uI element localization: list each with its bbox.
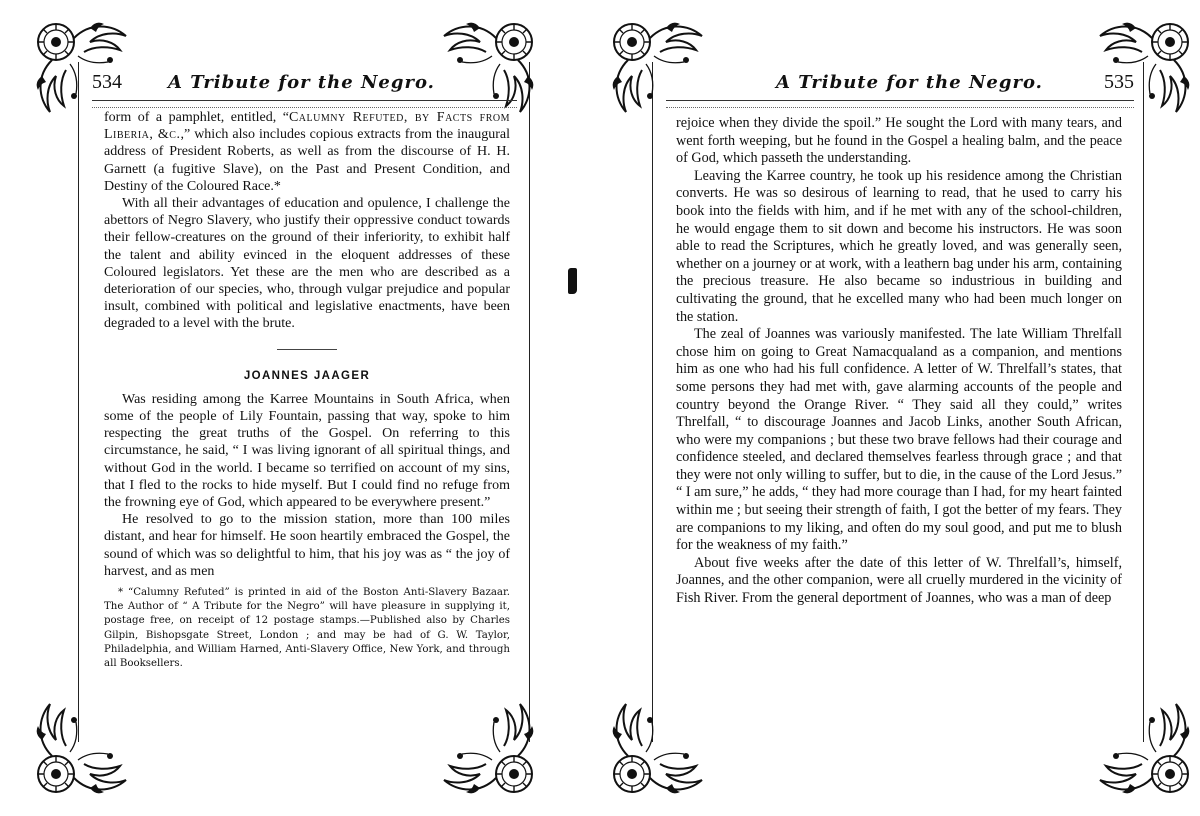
running-title: A Tribute for the Negro. [776,71,1043,93]
page-header [92,66,517,98]
paragraph [104,109,510,195]
left-page [0,0,560,816]
header-rule [666,100,1134,108]
page-number: 535 [1104,70,1134,93]
page-body [104,109,510,671]
page-header [666,66,1134,98]
page-body [676,115,1122,608]
corner-ornament-icon [430,690,540,800]
corner-ornament-icon [1086,690,1196,800]
corner-ornament-icon [606,690,716,800]
paragraph: With all their advantages of education and opulence, I challenge the abettors of Negro Slavery, who justify their oppressive conduct towards their fellow-creatures on the ground of their inferiority, to exhibit half the talent and ability evinced in the eloquent addresses of these Coloured legislators. Yet these are the men who are described as a deterioration of our species, who, through vulgar prejudice and popular insult, combined with political and legislative enactments, have been degraded to a level with the brute. [104,196,510,332]
footnote-text: * “Calumny Refuted” is printed in aid of the Boston Anti-Slavery Bazaar. The Author of “ A Tribute for the Negro” will have pleasure in supplying it, postage free, on receipt of 12 postage stamps.—Published also by Charles Gilpin, Bishopsgate Street, London ; and may be had of G. W. Taylor, Philadelphia, and William Harned, Anti-Slavery Office, New York, and through all Booksellers. [104,587,510,670]
section-divider [277,349,337,350]
section-heading: JOANNES JAAGER [243,369,371,382]
paragraph: About five weeks after the date of this letter of W. Threlfall’s, himself, Joannes, and the other companion, were all cruelly murdered in the vicinity of Fish River. From the general deportment of Joannes, who was a man of deep [676,554,1122,607]
pamphlet-title: Calumny Refuted, by Facts from Liberia, &c. [104,110,511,143]
corner-ornament-icon [30,690,140,800]
paragraph: Was residing among the Karree Mountains in South Africa, when some of the people of Lily Fountain, passing that way, spoke to him respecting the great truths of the Gospel. On referring to this circumstance, he said, “ I was living ignorant of all spiritual things, and without God in the world. I became so terrified on account of my sins, that I fled to the rocks to hide myself. But I could find no refuge from the frowning eye of God, which appeared to be everywhere present.” [104,391,510,511]
paragraph: The zeal of Joannes was variously manifested. The late William Threlfall chose him on going to Great Namacqualand as a companion, and mentions him as one who had his full confidence. A letter of W. Threlfall’s states, that some persons they had met with, gave alarming accounts of the people and country beyond the Orange River. “ They said all they could,” writes Threlfall, “ to discourage Joannes and Jacob Links, another South African, who were my companions ; but these two brave fellows had their courage and confidence steeled, and declared themselves fearless through grace ; and that they were not only willing to suffer, but to die, in the cause of the Lord Jesus.” “ I am sure,” he adds, “ they had more courage than I had, for my heart fainted within me ; but seeing their strength of faith, I got the better of my fears. They are companions to my liking, and often do my soul good, and put me to blush for the weakness of my faith.” [676,326,1122,554]
header-rule [92,100,517,108]
page-number: 534 [92,70,122,93]
paragraph: rejoice when they divide the spoil.” He sought the Lord with many tears, and went forth weeping, but he found in the Gospel a healing balm, and the peace of God, which passeth the understanding. [676,115,1122,167]
footnote [104,586,510,671]
paragraph: He resolved to go to the mission station, more than 100 miles distant, and hear for himself. He soon heartily embraced the Gospel, the sound of which was so delightful to him, that his joy was as “ the joy of harvest, and as men [104,512,510,579]
text-run: form of a pamphlet, entitled, “ [104,110,289,125]
right-page [620,0,1200,816]
ink-blot [568,268,577,294]
text-run: ,” which also includes copious extracts from the inaugural address of President Roberts, as well as from the discourse of H. H. Garnett (a fugitive Slave), on the Past and Present Condition, and Destiny of the Coloured Race.* [104,127,510,194]
running-title: A Tribute for the Negro. [168,71,435,93]
paragraph: Leaving the Karree country, he took up his residence among the Christian converts. He was so desirous of learning to read, that he used to carry his book into the fields with him, and if he met with any of the school-children, he would engage them to sit down and become his instructors. He was soon able to read the Scriptures, which he greatly loved, and was generally seen, whether on a journey or at work, with a leathern bag under his arm, containing the precious treasure. He also became so industrious in building and cultivating the ground, that he excelled many who had been much longer on the station. [676,167,1122,325]
